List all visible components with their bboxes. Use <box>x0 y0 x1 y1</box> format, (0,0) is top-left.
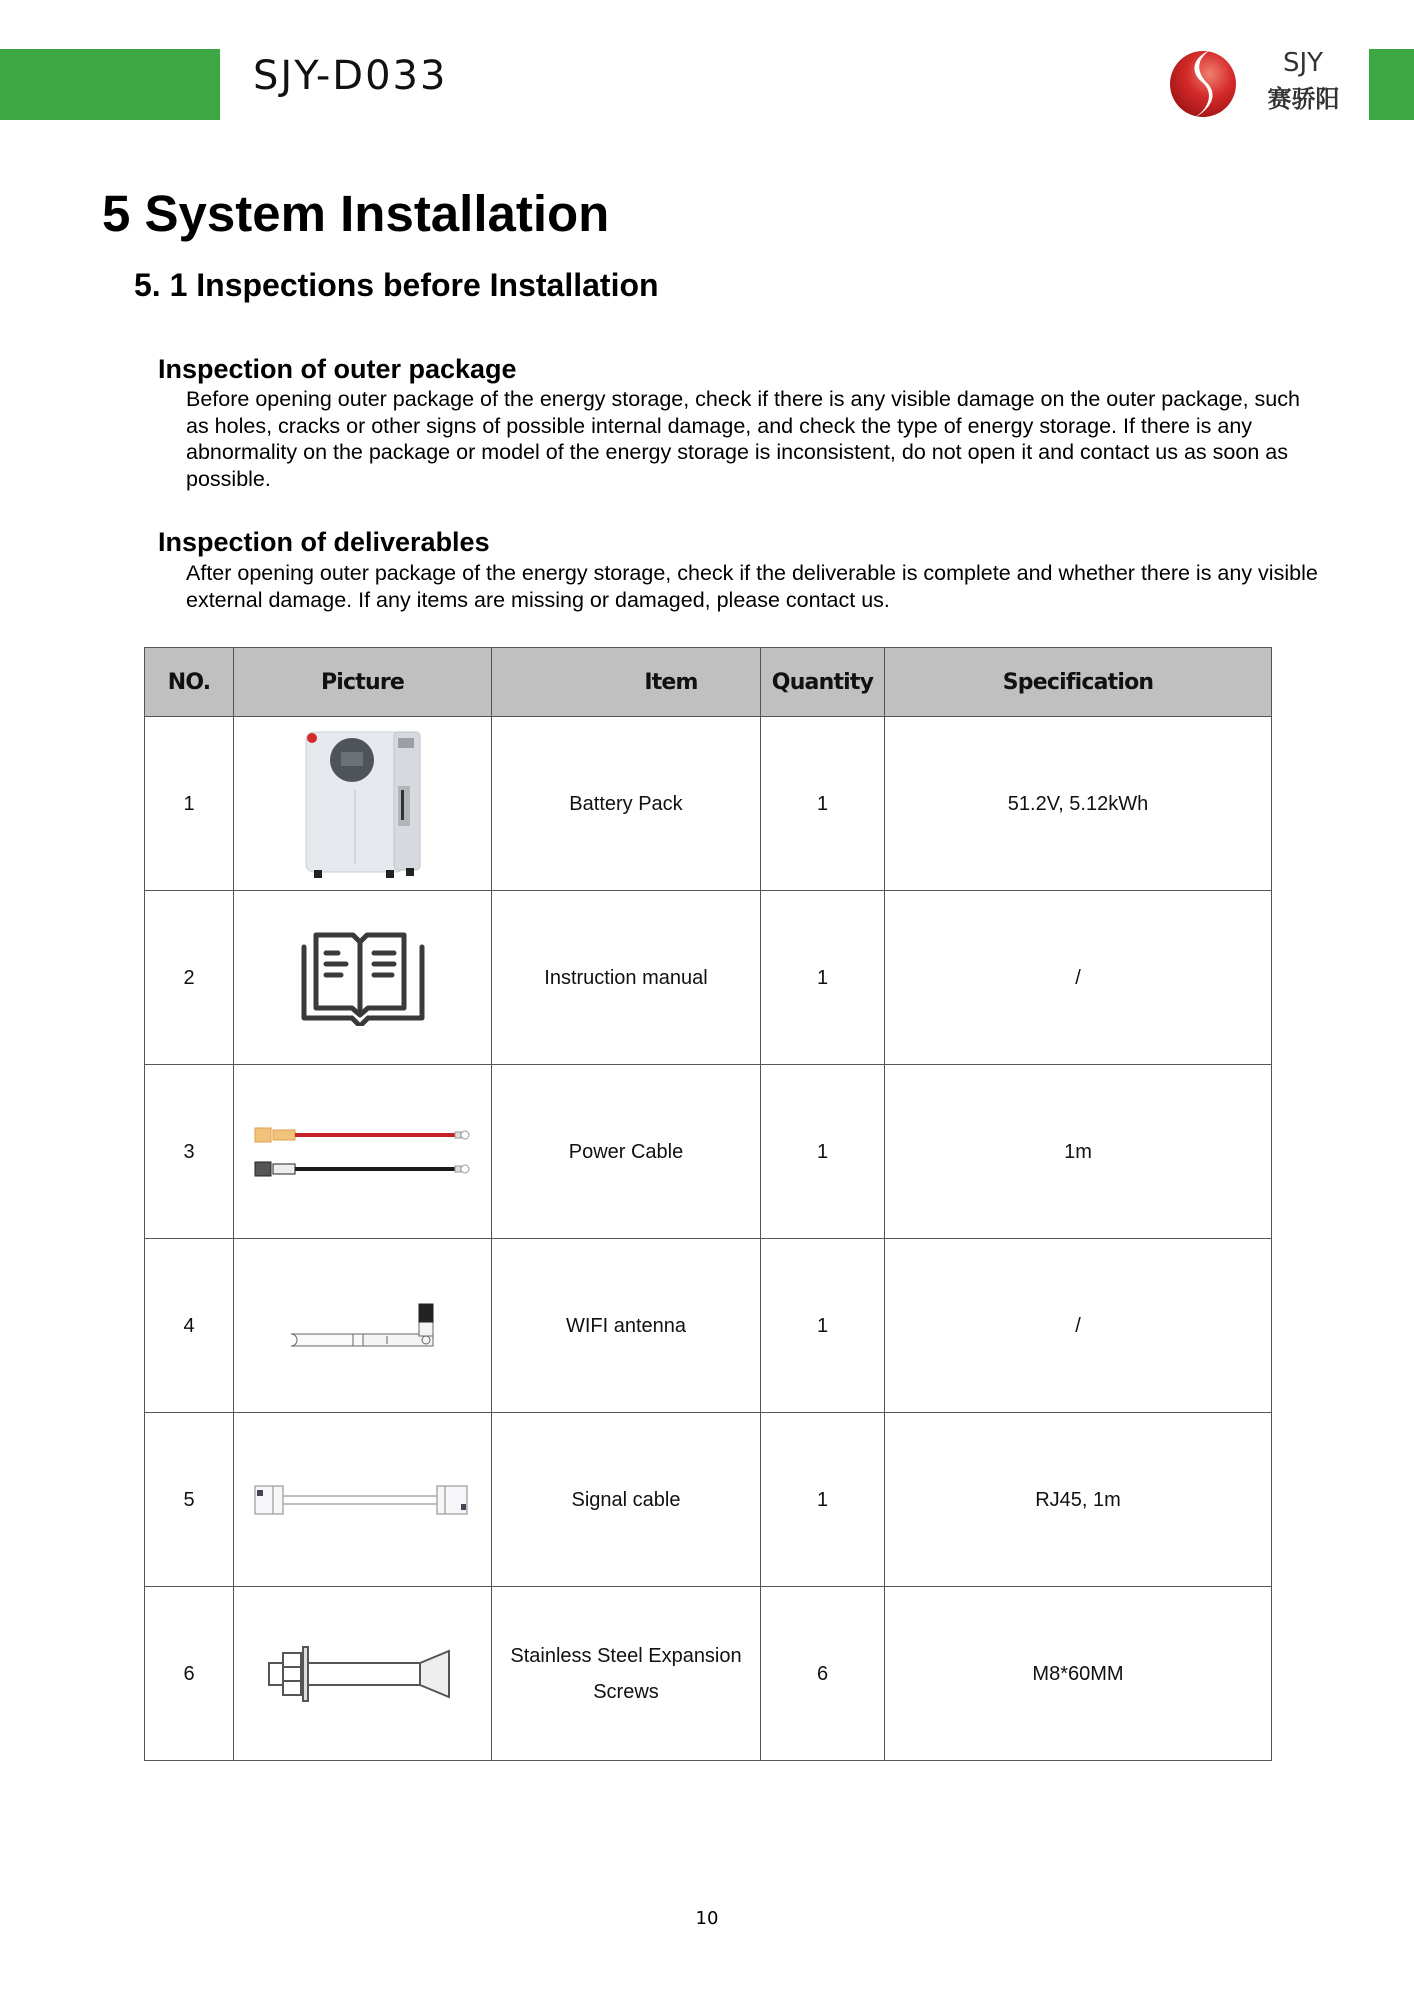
cell-no: 1 <box>145 717 234 891</box>
cell-item: WIFI antenna <box>492 1239 761 1413</box>
cell-specification: / <box>885 891 1272 1065</box>
section-title: 5. 1 Inspections before Installation <box>134 267 659 303</box>
cell-specification: M8*60MM <box>885 1587 1272 1761</box>
column-header-item: Item <box>492 648 761 717</box>
book-icon <box>234 891 491 1064</box>
chapter-title: 5 System Installation <box>102 185 610 242</box>
page-number: 10 <box>695 1908 719 1929</box>
header-accent-bar-left <box>0 49 220 120</box>
cell-item: Stainless Steel Expansion Screws <box>492 1587 761 1761</box>
cell-quantity: 1 <box>761 891 885 1065</box>
table-row <box>145 1239 1272 1413</box>
cell-item: Signal cable <box>492 1413 761 1587</box>
cell-specification: 1m <box>885 1065 1272 1239</box>
cell-quantity: 6 <box>761 1587 885 1761</box>
cell-quantity: 1 <box>761 1413 885 1587</box>
cell-specification: RJ45, 1m <box>885 1413 1272 1587</box>
cell-no: 6 <box>145 1587 234 1761</box>
column-header-picture: Picture <box>234 648 492 717</box>
column-header-specification: Specification <box>885 648 1272 717</box>
cell-quantity: 1 <box>761 717 885 891</box>
table-row <box>145 1587 1272 1761</box>
cell-no: 5 <box>145 1413 234 1587</box>
cell-item: Battery Pack <box>492 717 761 891</box>
cell-quantity: 1 <box>761 1239 885 1413</box>
subsection-heading-deliverables: Inspection of deliverables <box>158 527 490 557</box>
document-code: SJY-D033 <box>253 53 448 99</box>
brand-name-english: SJY <box>1282 48 1324 78</box>
column-header-quantity: Quantity <box>761 648 885 717</box>
paragraph-outer-package: Before opening outer package of the energy storage, check if there is any visible damage on the outer package, such as holes, cracks or other signs of possible internal damage, and check the type of energy storage. If there is any abnormality on the package or model of the energy storage is inconsistent, do not open it and contact us as soon as possible. <box>186 387 1300 491</box>
table-row <box>145 891 1272 1065</box>
expansion-screw-image <box>234 1587 491 1760</box>
power-cable-image <box>234 1065 491 1238</box>
cell-quantity: 1 <box>761 1065 885 1239</box>
paragraph-deliverables: After opening outer package of the energy storage, check if the deliverable is complete and whether there is any visible external damage. If any items are missing or damaged, please contact us. <box>186 561 1318 612</box>
cell-no: 4 <box>145 1239 234 1413</box>
signal-cable-image <box>234 1413 491 1586</box>
cell-no: 2 <box>145 891 234 1065</box>
table-header-row <box>145 648 1272 717</box>
table-row <box>145 1413 1272 1587</box>
column-header-no: NO. <box>145 648 234 717</box>
cell-no: 3 <box>145 1065 234 1239</box>
cell-specification: / <box>885 1239 1272 1413</box>
cell-item: Power Cable <box>492 1065 761 1239</box>
battery-pack-image <box>234 717 491 890</box>
header-accent-bar-right <box>1369 49 1414 120</box>
table-row <box>145 717 1272 891</box>
deliverables-table <box>144 647 1272 1761</box>
wifi-antenna-image <box>234 1239 491 1412</box>
table-row <box>145 1065 1272 1239</box>
cell-specification: 51.2V, 5.12kWh <box>885 717 1272 891</box>
brand-name-chinese: 赛骄阳 <box>1267 85 1340 113</box>
cell-item: Instruction manual <box>492 891 761 1065</box>
subsection-heading-outer-package: Inspection of outer package <box>158 354 517 384</box>
sjy-logo-icon <box>1166 46 1240 120</box>
